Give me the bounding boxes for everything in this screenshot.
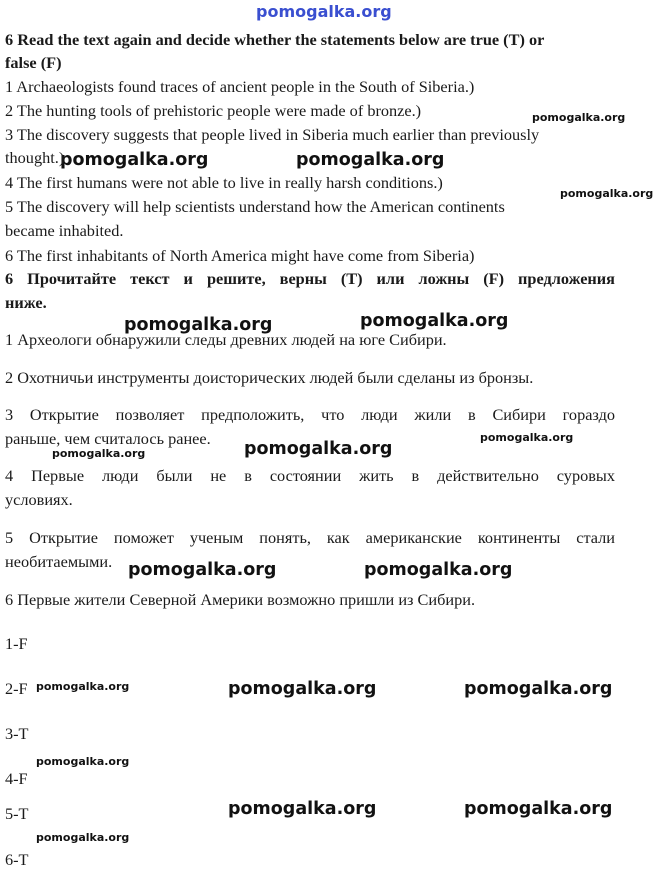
watermark: pomogalka.org xyxy=(464,799,613,819)
english-heading-line1: 6 Read the text again and decide whether the statements below are true (T) or xyxy=(5,30,545,49)
english-statement-6: 6 The first inhabitants of North America might have come from Siberia) xyxy=(5,246,475,265)
watermark: pomogalka.org xyxy=(124,315,273,335)
english-statement-1: 1 Archaeologists found traces of ancient people in the South of Siberia.) xyxy=(5,77,475,96)
watermark: pomogalka.org xyxy=(228,679,377,699)
russian-heading-line1: 6 Прочитайте текст и решите, верны (T) или ложны (F) предложения xyxy=(5,269,615,288)
watermark: pomogalka.org xyxy=(244,439,393,459)
watermark: pomogalka.org xyxy=(36,831,130,844)
russian-statement-5-line2: необитаемыми. xyxy=(5,552,113,571)
watermark: pomogalka.org xyxy=(36,680,130,693)
watermark: pomogalka.org xyxy=(36,755,130,768)
watermark: pomogalka.org xyxy=(464,679,613,699)
answer-1: 1-F xyxy=(5,634,28,653)
english-statement-4: 4 The first humans were not able to live in really harsh conditions.) xyxy=(5,173,443,192)
watermark: pomogalka.org xyxy=(480,431,574,444)
russian-statement-5-line1: 5 Открытие поможет ученым понять, как американские континенты стали xyxy=(5,528,615,547)
watermark-top[interactable]: pomogalka.org xyxy=(256,2,392,21)
russian-statement-1: 1 Археологи обнаружили следы древних людей на юге Сибири. xyxy=(5,330,447,349)
russian-statement-2: 2 Охотничьи инструменты доисторических людей были сделаны из бронзы. xyxy=(5,368,534,387)
russian-statement-4-line2: условиях. xyxy=(5,490,73,509)
watermark: pomogalka.org xyxy=(228,799,377,819)
watermark: pomogalka.org xyxy=(364,560,513,580)
answer-3: 3-T xyxy=(5,724,29,743)
english-statement-5-line2: became inhabited. xyxy=(5,221,124,240)
english-statement-5-line1: 5 The discovery will help scientists understand how the American continents xyxy=(5,197,505,216)
english-statement-3-line2: thought.) xyxy=(5,148,65,167)
answer-6: 6-T xyxy=(5,850,29,869)
english-statement-2: 2 The hunting tools of prehistoric people were made of bronze.) xyxy=(5,101,422,120)
answer-4: 4-F xyxy=(5,769,28,788)
watermark: pomogalka.org xyxy=(52,447,146,460)
answer-2: 2-F xyxy=(5,679,28,698)
russian-heading-line2: ниже. xyxy=(5,293,47,312)
watermark: pomogalka.org xyxy=(560,187,653,200)
russian-statement-3-line2: раньше, чем считалось ранее. xyxy=(5,429,211,448)
answer-5: 5-T xyxy=(5,804,29,823)
russian-statement-4-line1: 4 Первые люди были не в состоянии жить в действительно суровых xyxy=(5,466,615,485)
watermark: pomogalka.org xyxy=(360,311,509,331)
watermark: pomogalka.org xyxy=(296,150,445,170)
english-heading-line2: false (F) xyxy=(5,53,62,72)
watermark: pomogalka.org xyxy=(532,111,626,124)
watermark: pomogalka.org xyxy=(128,560,277,580)
russian-statement-3-line1: 3 Открытие позволяет предположить, что люди жили в Сибири гораздо xyxy=(5,405,615,424)
russian-statement-6: 6 Первые жители Северной Америки возможно пришли из Сибири. xyxy=(5,590,476,609)
english-statement-3-line1: 3 The discovery suggests that people lived in Siberia much earlier than previously xyxy=(5,125,540,144)
watermark: pomogalka.org xyxy=(60,150,209,170)
